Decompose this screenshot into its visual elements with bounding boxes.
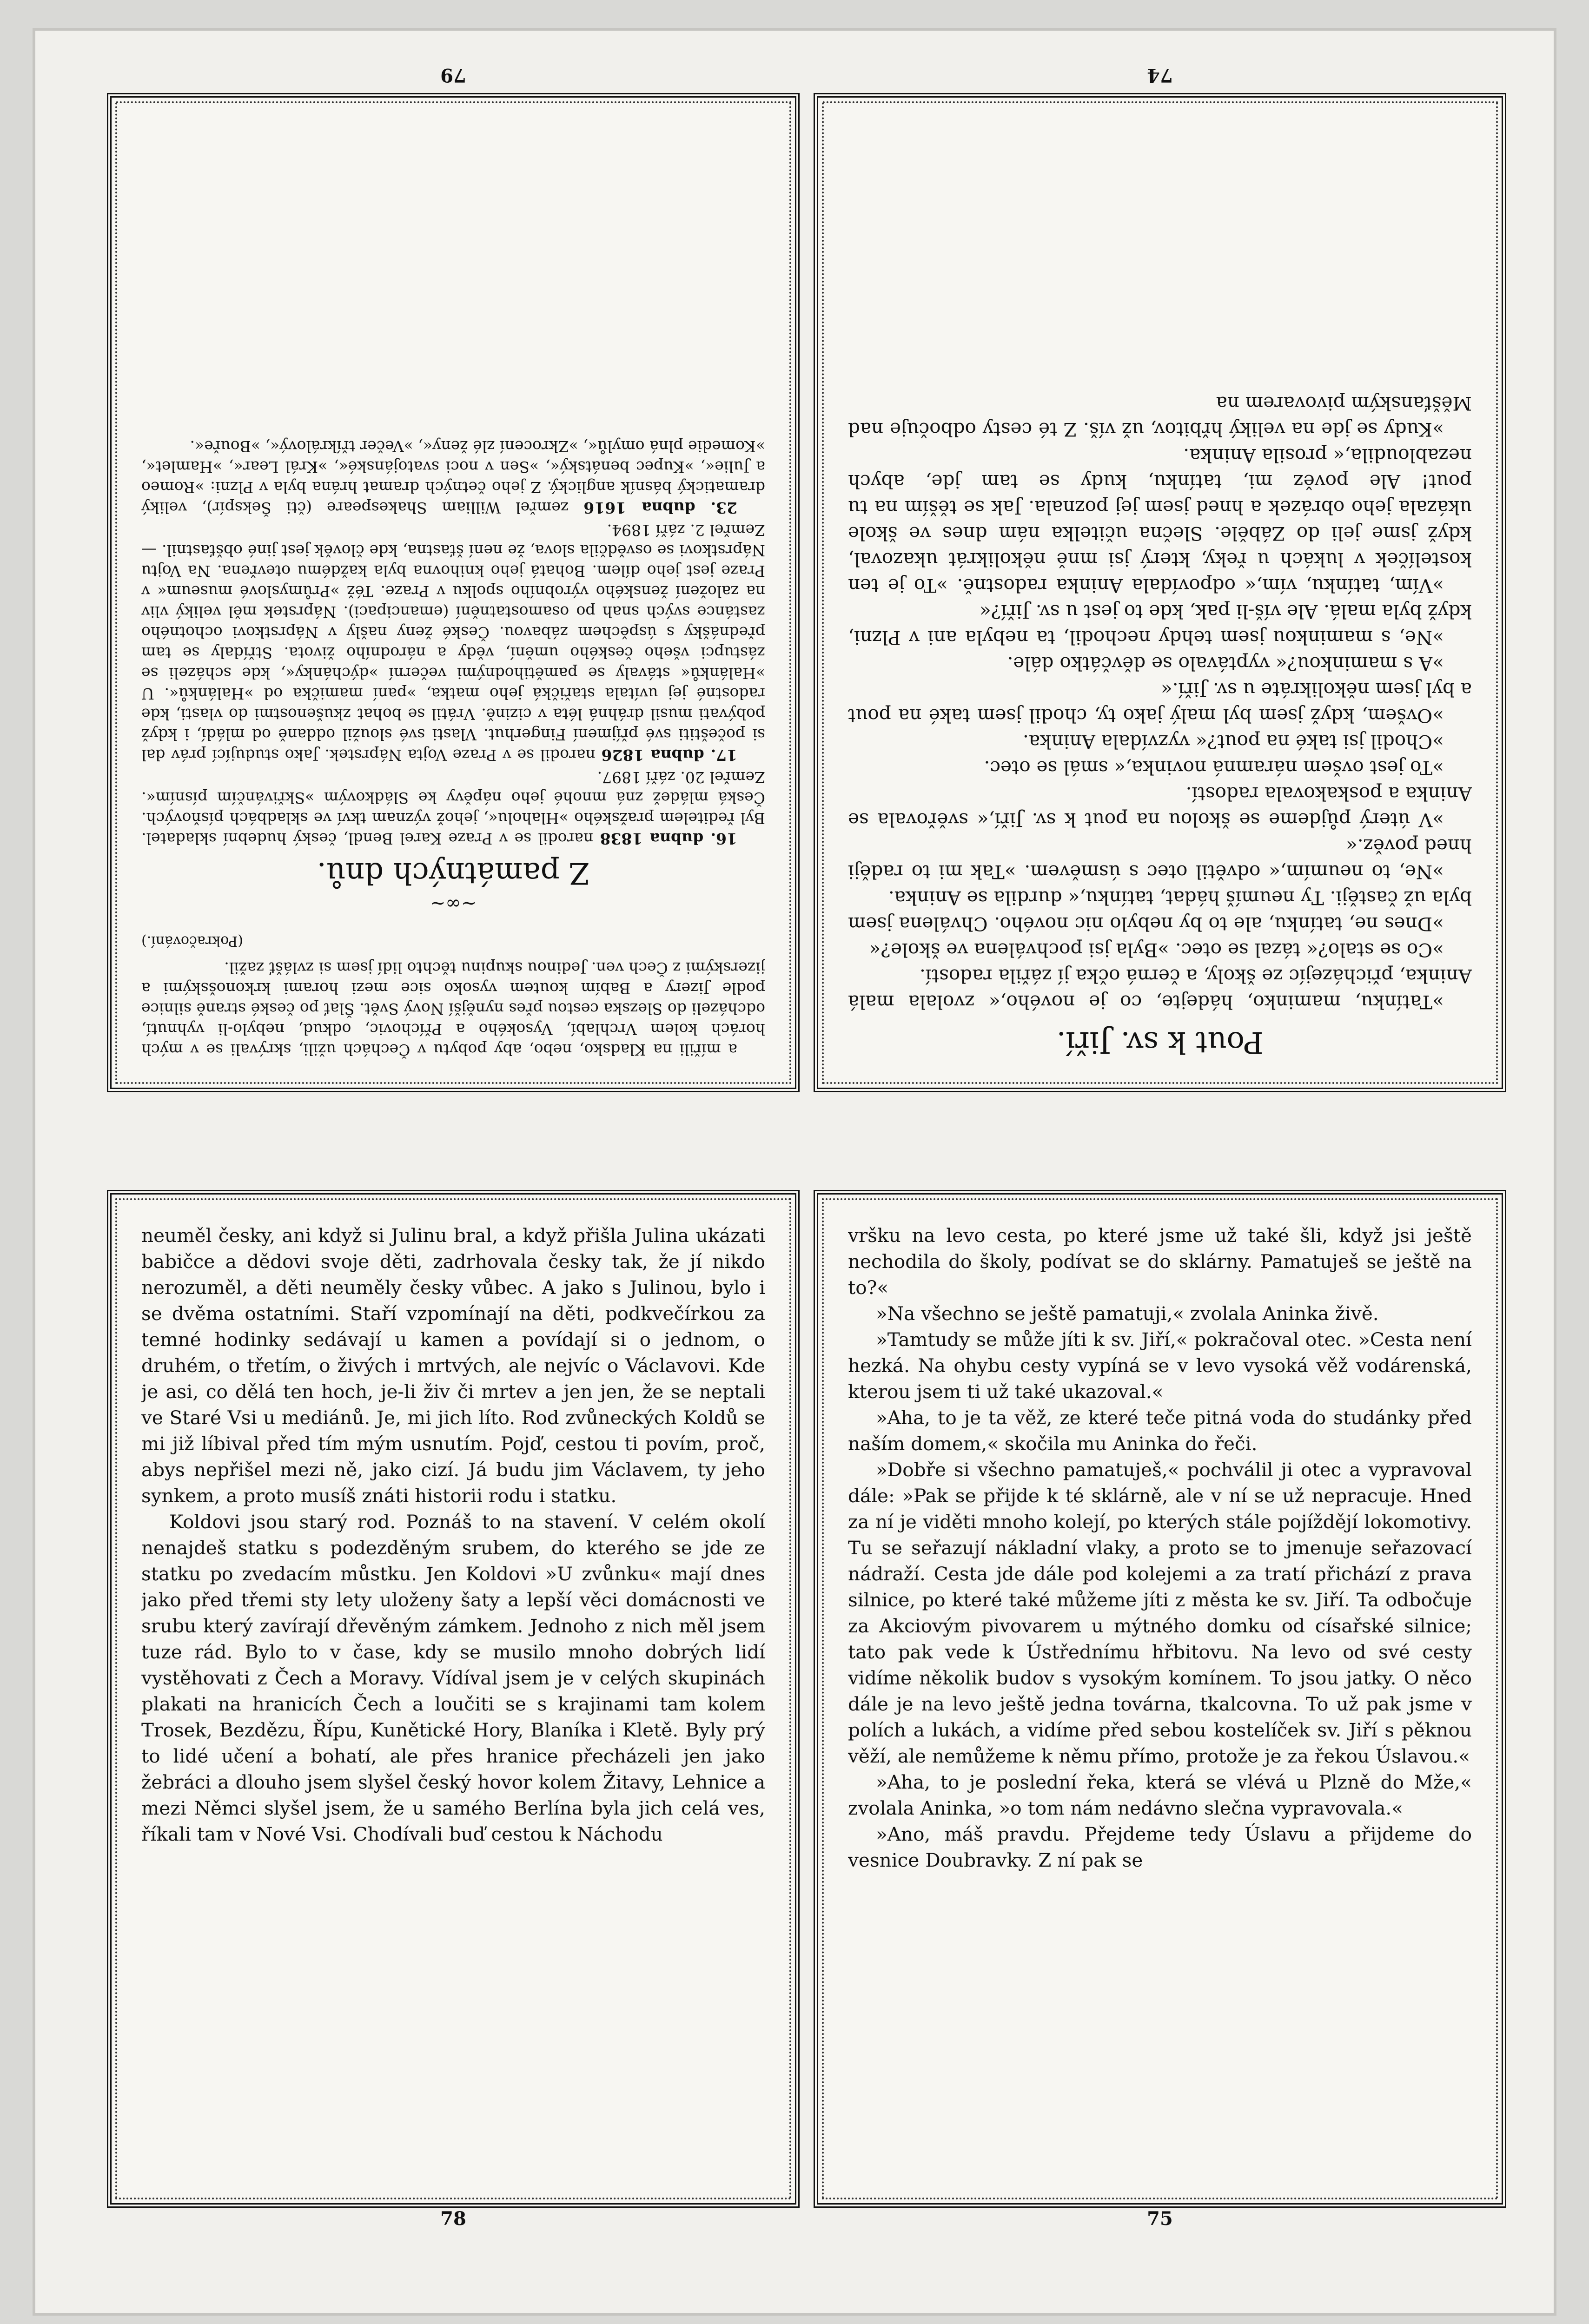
page-75-border-frame <box>814 1190 1506 2208</box>
entry-23-april <box>141 436 765 518</box>
paragraph: »A s maminkou?« vyptávalo se děvčátko dále. <box>1007 653 1444 675</box>
entry-16-april <box>141 767 765 849</box>
paragraph: »V úterý půjdeme se školou na pout k sv. Jiří,« svěřovala se Aninka a poskakovala radostí. <box>848 783 1472 831</box>
entry-text: narodil se v Praze Vojta Náprstek. Jako studující práv dal si počeštiti své příjmení Fingerhut. Vlasti své sloužil oddaně od mládí, i když pobývati musil dráhná léta v cizině. Vrátil se bohat zkušenostmi do vlasti, kde radostné jej uvítala stařičká jeho matka, »paní mamička od »Halánků«. U »Halánků« stávaly se pamětihodnými večerní »dýchánky«, kde scházeli se zástupci všeho českého umění, vědy a národního života. Střídaly se tam přednášky s úspěchem zábavou. České ženy našly v Náprstkovi ochotného zastánce svých snah po osamostatnění (emancipaci). Náprstek měl veliký vliv na založení ženského výrobního spolku v Praze. Též »Průmyslové museum« v Praze jest jeho dílem. Bohatá jeho knihovna byla každému otevřena. Na Vojtu Náprstkovi se osvědčila slova, že není šťastna, kde člověk jest jiné obšťastnil. — Zemřel 2. září 1894. <box>141 521 765 764</box>
entry-text: narodil se v Praze Karel Bendl, český hudební skladatel. Byl ředitelem pražského »Hlaholu«, jehož význam tkví ve skladbách písňových. Česká mládež zná mnohé jeho nápěvy ke Sládkovým »Skřivánčím písním«. Zemřel 20. září 1897. <box>141 768 765 848</box>
section-title-pout: Pout k sv. Jiří. <box>1056 1025 1264 1059</box>
page-78 <box>98 1181 809 2230</box>
entry-date: 23. dubna 1616 <box>583 499 737 517</box>
entry-17-april <box>141 520 765 765</box>
page-78-border-frame <box>107 1190 800 2208</box>
paragraph: »Aha, to je ta věž, ze které teče pitná voda do studánky před naším domem,« skočila mu Aninka do řeči. <box>848 1406 1472 1455</box>
paragraph: »Chodil jsi také na pout?« vyzvídala Aninka. <box>1023 731 1444 753</box>
page-74-text <box>848 125 1472 1060</box>
paragraph: »Dnes ne, tatínku, ale to by nebylo nic nového. Chválena jsem byla už častěji. Ty neumíš hádat, tatínku,« durdila se Aninka. <box>848 887 1472 935</box>
entry-date: 17. dubna 1826 <box>601 746 737 764</box>
paragraph: »Vím, tatínku, vím,« odpovídala Aninka radostně. »To je ten kostelíček v lukách u řeky, který jsi mně několikrát ukazoval, když jsme jeli do Záběle. Slečna učitelka nám dnes ve škole ukázala jeho obrázek a hned jsem jej poznala. Jak se těším na tu pout! Ale pověz mi, tatínku, kudy se tam jde, abych nezabloudila,« prosila Aninka. <box>848 444 1472 597</box>
ornament-divider: ~∞~ <box>430 893 477 914</box>
paragraph: »Tamtudy se může jíti k sv. Jiří,« pokračoval otec. »Cesta není hezká. Na ohybu cesty vypíná se v levo vysoká věž vodárenská, kterou jsem ti už také ukazoval.« <box>848 1328 1472 1403</box>
paragraph: »Ano, máš pravdu. Přejdeme tedy Úslavu a přijdeme do vesnice Doubravky. Z ní pak se <box>848 1823 1472 1871</box>
paragraph: »Ne, s maminkou jsem tehdy nechodil, ta nebyla ani v Plzni, když byla malá. Ale víš-li pak, kde to jest u sv. Jiří?« <box>848 601 1472 649</box>
page-79-intro-paragraph: a mířili na Kladsko, nebo, aby pobytu v Čechách užili, skrývali se v mých horách kolem Vrchlabí, Vysokého a Příchovic, odkud, nebylo-li vyhnutí, odcházeli do Slezska cestou přes nynější Nový Svět. Šlať po české straně silnice podle Jizery a Babím koutem vysoko sice mezi horami krkonošskými a jizerskými z Čech ven. Jedinou skupinu těchto lidí jsem si zvlášť zažil. <box>141 959 765 1059</box>
page-79-border-frame <box>107 93 800 1092</box>
paragraph: »Ovšem, když jsem byl malý jako ty, chodil jsem také na pout a byl jsem několikráte u sv. Jiří.« <box>848 679 1472 727</box>
entry-text: zemřel William Shakespeare (čti Šekspír), veliký dramatický básník anglický. Z jeho četných dramat hrána byla v Plzni: »Romeo a Julie«, »Kupec benátský«, »Sen v noci svatojánské«, »Král Lear«, »Hamlet«, »Komedie plná omylů«, »Zkrocení zlé ženy«, »Večer tříkrálový«, »Bouře«. <box>141 437 765 517</box>
paragraph: »Na všechno se ještě pamatuji,« zvolala Aninka živě. <box>876 1302 1379 1325</box>
paragraph: Koldovi jsou starý rod. Poznáš to na stavení. V celém okolí nenajdeš statku s podezděným srubem, do kterého se jde ze statku po zvedacím můstku. Jen Koldovi »U zvůnku« mají dnes jako před třemi sty lety uloženy šaty a lepší věci domácnosti ve srubu který zavírají dřevěným zámkem. Jednoho z nich měl jsem tuze rád. Bylo to v čase, kdy se musilo mnoho dobrých lidí vystěhovati z Čech a Moravy. Vídíval jsem je v celých skupinách plakati na hranicích Čech a loučiti se s krajinami tam kolem Trosek, Bezdězu, Řípu, Kunětické Hory, Blaníka i Kletě. Byly prý to lidé učení a bohatí, ale přes hranice přecházeli jen jako žebráci a dlouho jsem slyšel český hovor kolem Žitavy, Lehnice a mezi Němci slyšel jsem, že u samého Berlína byla jich celá ves, říkali tam v Nové Vsi. Chodívali buď cestou k Náchodu <box>141 1511 765 1845</box>
paragraph: »To jest ovšem náramná novinka,« smál se otec. <box>984 757 1444 779</box>
paragraph: »Tatínku, maminko, hádejte, co je nového,« zvolala malá Aninka, přicházejíc ze školy, a černá očka jí zářila radostí. <box>848 965 1472 1013</box>
page-79-text <box>141 125 765 1060</box>
page-number: 74 <box>1147 64 1173 86</box>
paragraph: »Aha, to je poslední řeka, která se vlévá u Plzně do Mže,« zvolala Aninka, »o tom nám nedávno slečna vypravovala.« <box>848 1771 1472 1819</box>
entry-date: 16. dubna 1838 <box>600 830 737 848</box>
page-79 <box>98 56 809 1102</box>
paragraph: neuměl česky, ani když si Julinu bral, a když přišla Julina ukázati babičce a dědovi svoje děti, zadrhovala česky tak, že jí nikdo nerozuměl, a děti neuměly česky vůbec. A jako s Julinou, bylo i se dvěma ostatními. Staří vzpomínají na děti, podkvečírkou za temné hodinky sedávají u kamen a povídají si o jednom, o druhém, o třetím, o živých i mrtvých, ale nejvíc o Václavovi. Kde je asi, co dělá ten hoch, je-li živ či mrtev a jen jen, že se neptali ve Staré Vsi u mediánů. Je, mi jich líto. Rod zvůneckých Koldů se mi již líbival před tím mým usnutím. Pojď, cestou ti povím, proč, abys nepřišel mezi ně, jako cizí. Já budu jim Václavem, ty jeho synkem, a proto musíš znáti historii rodu i statku. <box>141 1224 765 1507</box>
paragraph: »Co se stalo?« tázal se otec. »Byla jsi pochválena ve škole?« <box>869 939 1444 961</box>
page-number: 79 <box>440 64 466 86</box>
paragraph: vršku na levo cesta, po které jsme už také šli, když jsi ještě nechodila do školy, podívat se do sklárny. Pamatuješ se ještě na to?« <box>848 1224 1472 1299</box>
page-number: 75 <box>1147 2208 1173 2230</box>
paragraph: »Ne, to neumím,« odvětil otec s úsměvem. »Tak mi to raději hned pověz.« <box>848 835 1472 883</box>
page-78-text <box>141 1222 765 2175</box>
page-number: 78 <box>440 2208 466 2230</box>
page-74 <box>804 56 1516 1102</box>
page-75 <box>804 1181 1516 2230</box>
paragraph: »Dobře si všechno pamatuješ,« pochválil ji otec a vypravoval dále: »Pak se přijde k té sklárně, ale v ní se už nepracuje. Hned za ní je viděti mnoho kolejí, po kterých stále pojíždějí lokomotivy. Tu se seřazují nákladní vlaky, a proto se to jmenuje seřazovací nádraží. Cesta jde dále pod kolejemi a za tratí přichází z prava silnice, po které také můžeme jíti z města ke sv. Jiří. Ta odbočuje za Akciovým pivovarem u mýtného domku od císařské silnice; tato pak vede k Ústřednímu hřbitovu. Na levo od své cesty vidíme několik budov s vysokým komínem. To jsou jatky. O něco dále je na levo ještě jedna továrna, tkalcovna. To už pak jsme v polích a lukách, a vidíme před sebou kostelíček sv. Jiří s pěknou věží, ale nemůžeme k němu přímo, protože je za řekou Úslavou.« <box>848 1459 1472 1767</box>
page-75-text <box>848 1222 1472 2175</box>
page-74-border-frame <box>814 93 1506 1092</box>
continuation-note: (Pokračování.) <box>141 933 243 949</box>
paragraph: »Kudy se jde na veliký hřbitov, už víš. Z té cesty odbočuje nad Měšťanským pivovarem na <box>848 392 1472 441</box>
scanned-sheet <box>33 28 1556 2316</box>
section-title-memorable-days: Z památných dnů. <box>317 856 590 890</box>
